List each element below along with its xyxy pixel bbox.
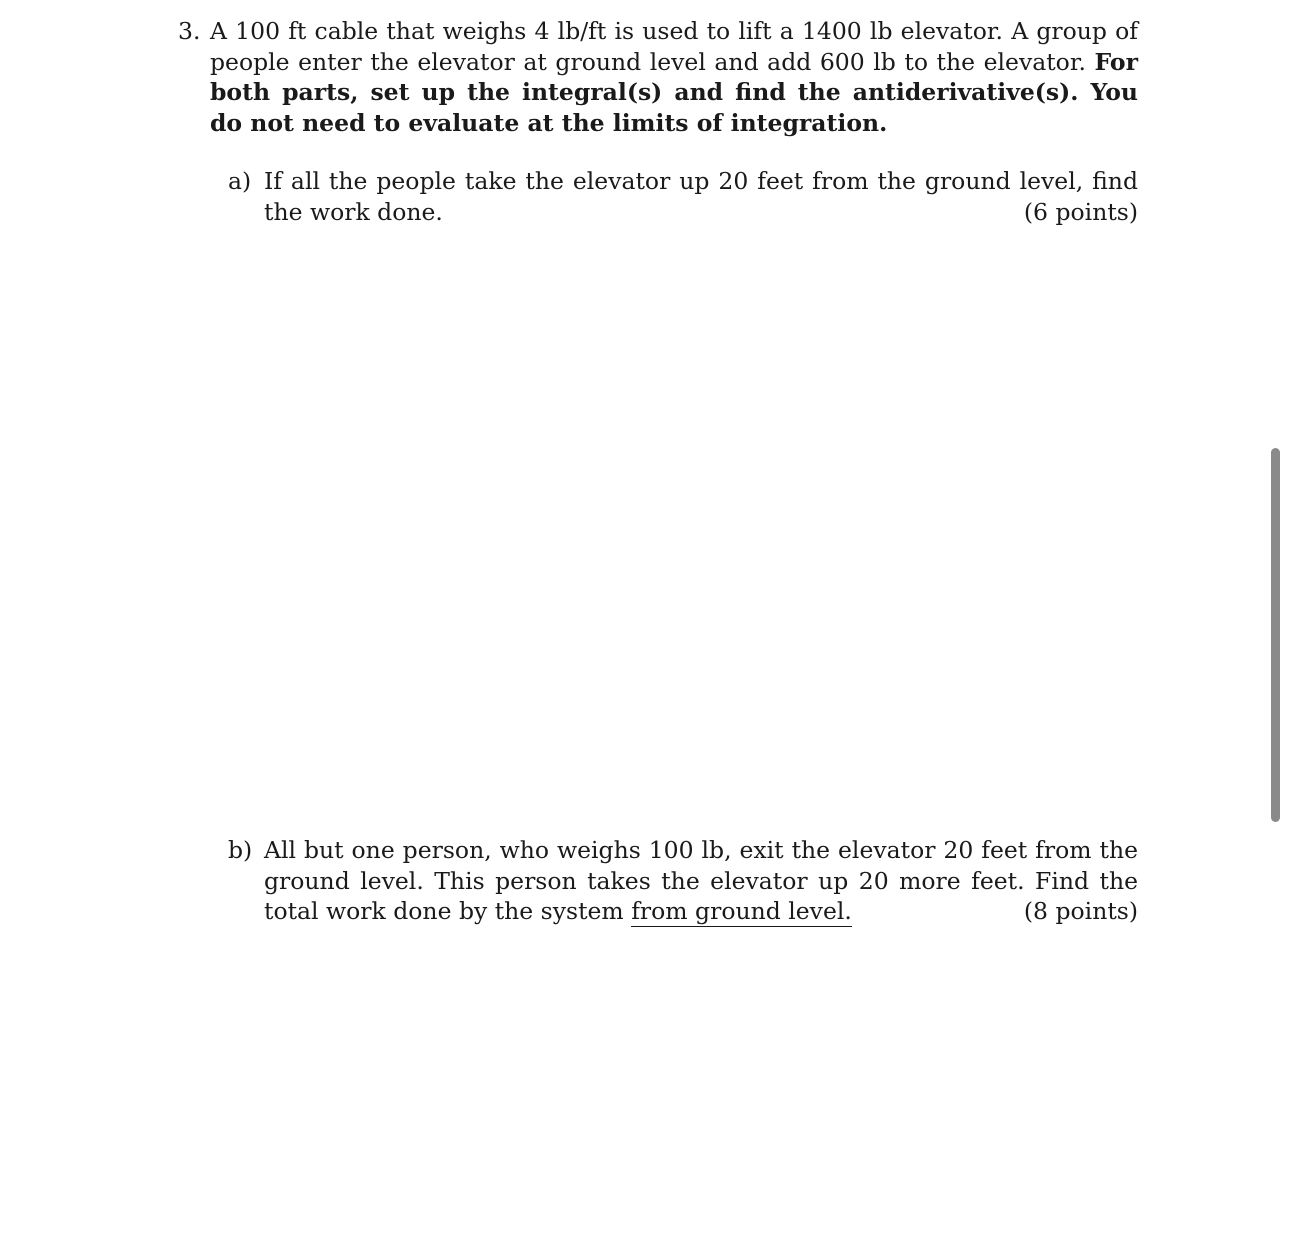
part-a-question <box>264 166 1138 227</box>
problem-number: 3. <box>178 17 201 45</box>
part-a-label: a) <box>228 167 252 195</box>
part-a-points: (6 points) <box>1023 197 1138 226</box>
problem-instructions: For both parts, set up the integral(s) and find the antiderivative(s). You do not need to evaluate at the limits of integration. <box>210 47 1138 137</box>
part-b-underlined-phrase: from ground level. <box>631 897 852 925</box>
problem-3 <box>178 16 1138 138</box>
part-b-label: b) <box>228 836 253 864</box>
vertical-scrollbar[interactable] <box>1271 448 1280 822</box>
part-b-points: (8 points) <box>1023 897 1138 925</box>
part-a <box>228 166 1138 227</box>
part-b-text: All but one person, who weighs 100 lb, exit the elevator 20 feet from the ground level. This person takes the elevator up 20 more feet. Find the total work done by the system <box>264 836 1138 925</box>
part-b-question <box>264 835 1138 927</box>
part-b <box>228 835 1138 927</box>
problem-statement <box>210 16 1138 138</box>
problem-text: A 100 ft cable that weighs 4 lb/ft is used to lift a 1400 lb elevator. A group of people enter the elevator at ground level and add 600 lb to the elevator. <box>210 17 1138 76</box>
part-a-text: If all the people take the elevator up 20 feet from the ground level, find the work done. <box>264 167 1138 226</box>
